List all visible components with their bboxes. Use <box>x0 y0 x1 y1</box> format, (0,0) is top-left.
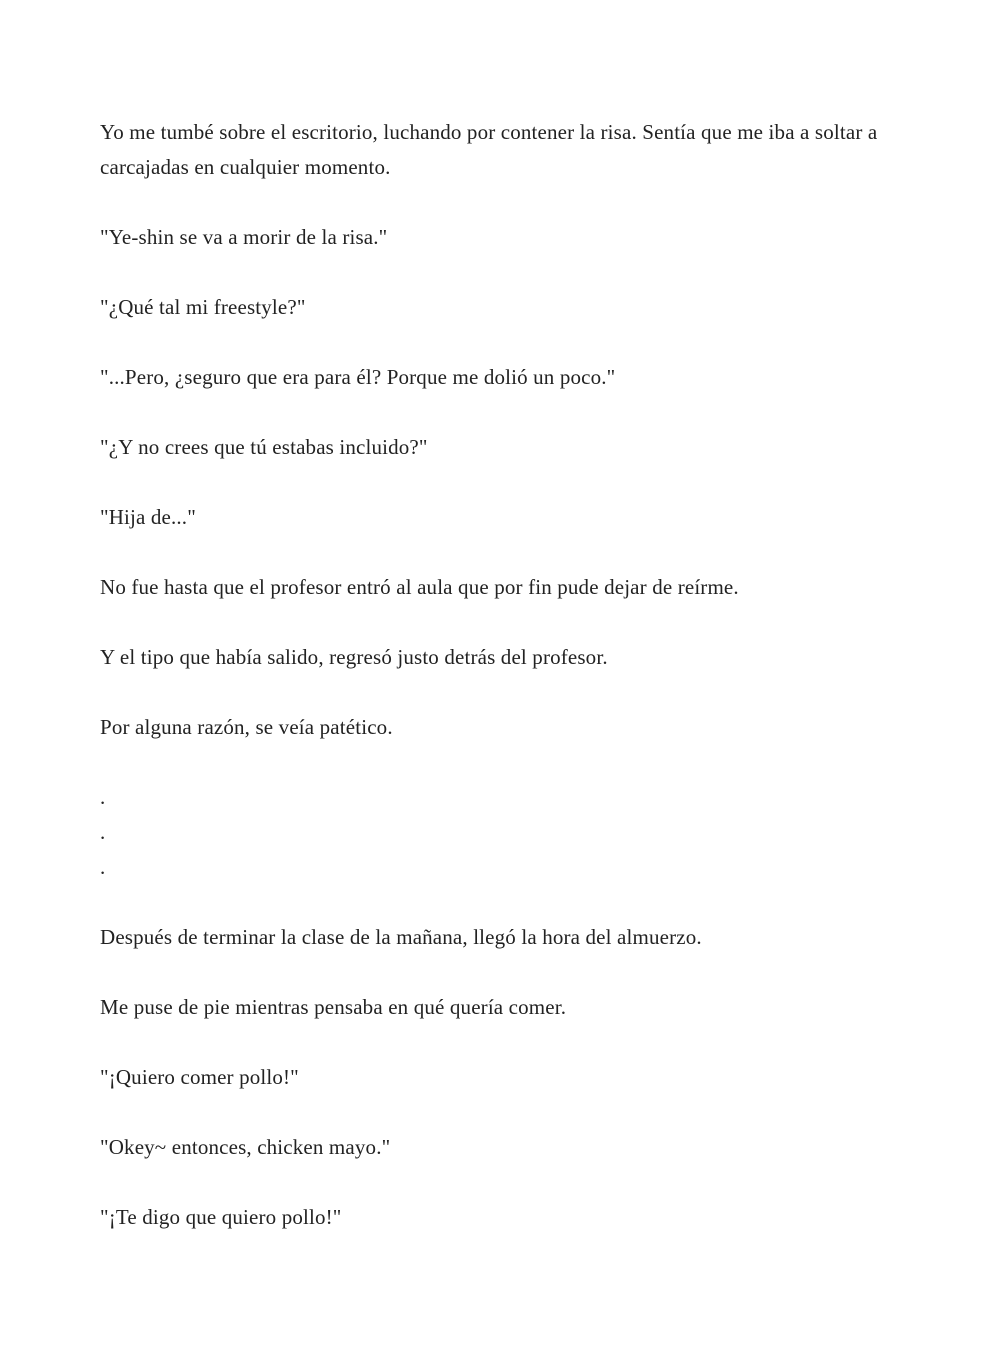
dialogue-line: "Okey~ entonces, chicken mayo." <box>100 1135 391 1159</box>
dialogue-line: "¡Quiero comer pollo!" <box>100 1065 299 1089</box>
scene-break-dot: . <box>100 855 106 879</box>
scene-break-dot: . <box>100 820 106 844</box>
paragraph: Yo me tumbé sobre el escritorio, luchando por contener la risa. Sentía que me iba a soltar a carcajadas en cualquier momento. <box>100 120 878 179</box>
dialogue-line: "Ye-shin se va a morir de la risa." <box>100 225 388 249</box>
paragraph: Y el tipo que había salido, regresó justo detrás del profesor. <box>100 645 608 669</box>
dialogue-line: "...Pero, ¿seguro que era para él? Porque me dolió un poco." <box>100 365 616 389</box>
dialogue-line: "¿Y no crees que tú estabas incluido?" <box>100 435 428 459</box>
dialogue-line: "Hija de..." <box>100 505 196 529</box>
paragraph: Me puse de pie mientras pensaba en qué quería comer. <box>100 995 567 1019</box>
paragraph: Después de terminar la clase de la mañana, llegó la hora del almuerzo. <box>100 925 702 949</box>
paragraph: No fue hasta que el profesor entró al aula que por fin pude dejar de reírme. <box>100 575 739 599</box>
paragraph: Por alguna razón, se veía patético. <box>100 715 393 739</box>
scene-break <box>100 780 900 885</box>
dialogue-line: "¿Qué tal mi freestyle?" <box>100 295 306 319</box>
dialogue-line: "¡Te digo que quiero pollo!" <box>100 1205 342 1229</box>
document-page <box>100 115 900 1270</box>
scene-break-dot: . <box>100 785 106 809</box>
